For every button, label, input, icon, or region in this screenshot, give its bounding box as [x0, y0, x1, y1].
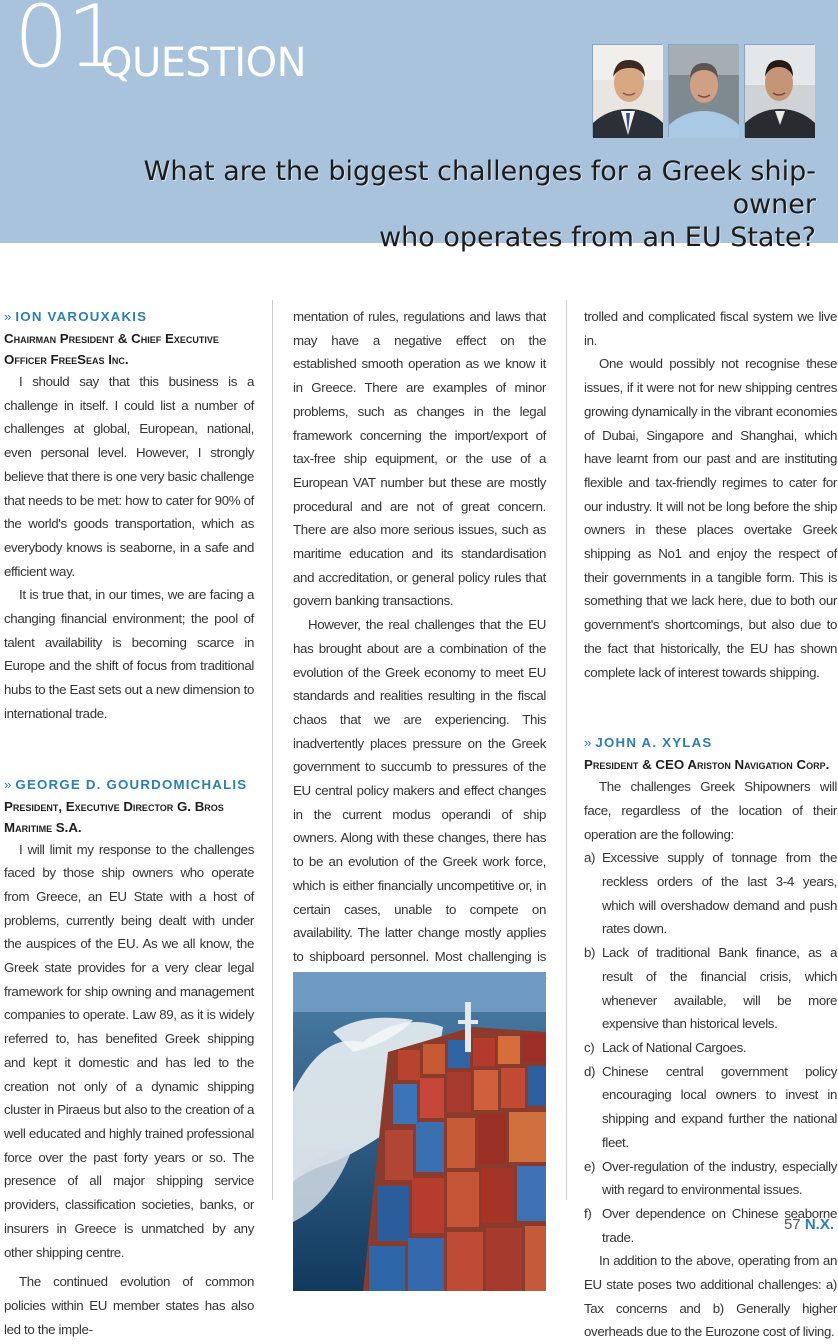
- paragraph: One would possibly not recognise these issues, if it were not for new shipping centres growing dynamically in the vibrant economies of Dubai, Singapore and Shanghai, which have learnt from our past and are instituting flexible and tax-friendly regimes to cater for our industry. It will not be long before the ship owners in these places overtake Greek shipping as No1 and enjoy the respect of their governments in a tangible form. This is something that we lack here, due to both our government's shortcomings, but also due to the fact that historically, the EU has shown complete lack of interest towards shipping.: [584, 356, 837, 680]
- list-item: c) Lack of National Cargoes.: [584, 1039, 747, 1055]
- paragraph: I should say that this business is a challenge in itself. I could list a number of challenges at global, European, national, even personal level. However, I strongly believe that there is one very basic challenge that needs to be met: how to cater for 90% of the world's goods transportation, which as everybody knows is seaborne, in a safe and efficient way.: [4, 374, 254, 579]
- column-1: [4, 305, 254, 1341]
- chevron-right-double-icon: »: [4, 776, 10, 792]
- portrait-photo-3: [744, 44, 814, 137]
- list-item: d) Chinese central government policy encouraging local owners to invest in shipping and expand further the national fleet.: [584, 1063, 837, 1150]
- question-number: 01: [14, 0, 120, 87]
- column-divider: [272, 300, 273, 1200]
- page-number: 57 N.X.: [783, 1216, 834, 1233]
- question-line-1: What are the biggest challenges for a Greek ship-owner: [143, 156, 816, 220]
- author-name-ion: » ION VAROUXAKIS: [4, 309, 148, 324]
- column-2: [293, 305, 546, 1040]
- list-item: e) Over-regulation of the industry, especially with regard to environmental issues.: [584, 1158, 837, 1198]
- paragraph: It is true that, in our times, we are facing a changing financial environment; the pool of talent availability is becoming scarce in Europe and the shift of focus from traditional hubs to the East sets out a new dimension to international trade.: [4, 587, 254, 721]
- question-line-2: who operates from an EU State?: [379, 222, 816, 253]
- author-name-george: » GEORGE D. GOURDOMICHALIS: [4, 776, 248, 792]
- author-role-ion: Chairman President & Chief Executive Officer FreeSeas Inc.: [4, 331, 219, 367]
- question-text: [96, 155, 816, 254]
- challenge-list: [584, 846, 837, 1249]
- paragraph: trolled and complicated fiscal system we live in.: [584, 309, 837, 348]
- list-item: b) Lack of traditional Bank finance, as a result of the financial crisis, which whenever available, will be more expensive than historical levels.: [584, 945, 837, 1032]
- list-item: a) Excessive supply of tonnage from the reckless orders of the last 3-4 years, which will overshadow demand and push rates down.: [584, 850, 837, 937]
- list-item: f) Over dependence on Chinese seaborne trade.: [584, 1205, 837, 1245]
- magazine-brand: N.X.: [804, 1216, 834, 1233]
- paragraph: I will limit my response to the challenges faced by those ship owners who operate from Greece, an EU State with a host of problems, currently being dealt with under the auspices of the EU. As we all know, the Greek state provides for a very clear legal framework for ship owning and management companies to operate. Law 89, as it is widely referred to, has benefited Greek shipping and kept it domestic and has led to the creation not only of a dynamic shipping cluster in Piraeus but also to the creation of a well educated and highly trained professional force over the past forty years or so. The presence of all major shipping service providers, classification societies, banks, or insurers in Greece is unmatched by any other shipping centre.: [4, 841, 254, 1260]
- author-role-george: President, Executive Director G. Bros Maritime S.A.: [4, 798, 224, 835]
- chevron-right-double-icon: »: [4, 309, 10, 324]
- paragraph: The continued evolution of common policies within EU member states has also led to the imple-: [4, 1274, 254, 1337]
- portrait-photo-2: [668, 44, 738, 137]
- paragraph: mentation of rules, regulations and laws that may have a negative effect on the established smooth operation as we know it in Greece. There are examples of minor problems, such as changes in the legal framework concerning the import/export of tax-free ship equipment, or the use of a European VAT number but these are mostly procedural and are not of great concern. There are also more serious issues, such as maritime education and its standardisation and accreditation, or general policy rules that govern banking transactions.: [293, 309, 546, 609]
- portrait-photo-1: [592, 44, 662, 137]
- column-divider: [566, 300, 567, 1200]
- column-3: [584, 305, 837, 1344]
- header-banner: [0, 0, 838, 253]
- paragraph: However, the real challenges that the EU has brought about are a combination of the evolution of the Greek economy to meet EU standards and realities resulting in the fiscal chaos that we are experiencing. This inadvertently places pressure on the Greek government to succumb to pressures of the EU central policy makers and effect changes in the current modus operandi of ship owners. Along with these changes, there has to be an evolution of the Greek work force, which is either financially uncompetitive or, in certain cases, unable to compete on availability. The latter change mostly applies to shipboard personnel. Most challenging is: [293, 617, 546, 964]
- question-label: QUESTION: [101, 40, 307, 86]
- chevron-right-double-icon: »: [584, 735, 590, 751]
- author-name-john: » JOHN A. XYLAS: [584, 735, 713, 751]
- author-role-john: President & CEO Ariston Navigation Corp.: [584, 757, 830, 773]
- paragraph: The challenges Greek Shipowners will face, regardless of the location of their operation are the following:: [584, 779, 837, 842]
- container-ship-photo: [293, 972, 546, 1291]
- paragraph: In addition to the above, operating from an EU state poses two additional challenges: a) Tax concerns and b) Generally higher overheads due to the Eurozone cost of living.: [584, 1253, 837, 1340]
